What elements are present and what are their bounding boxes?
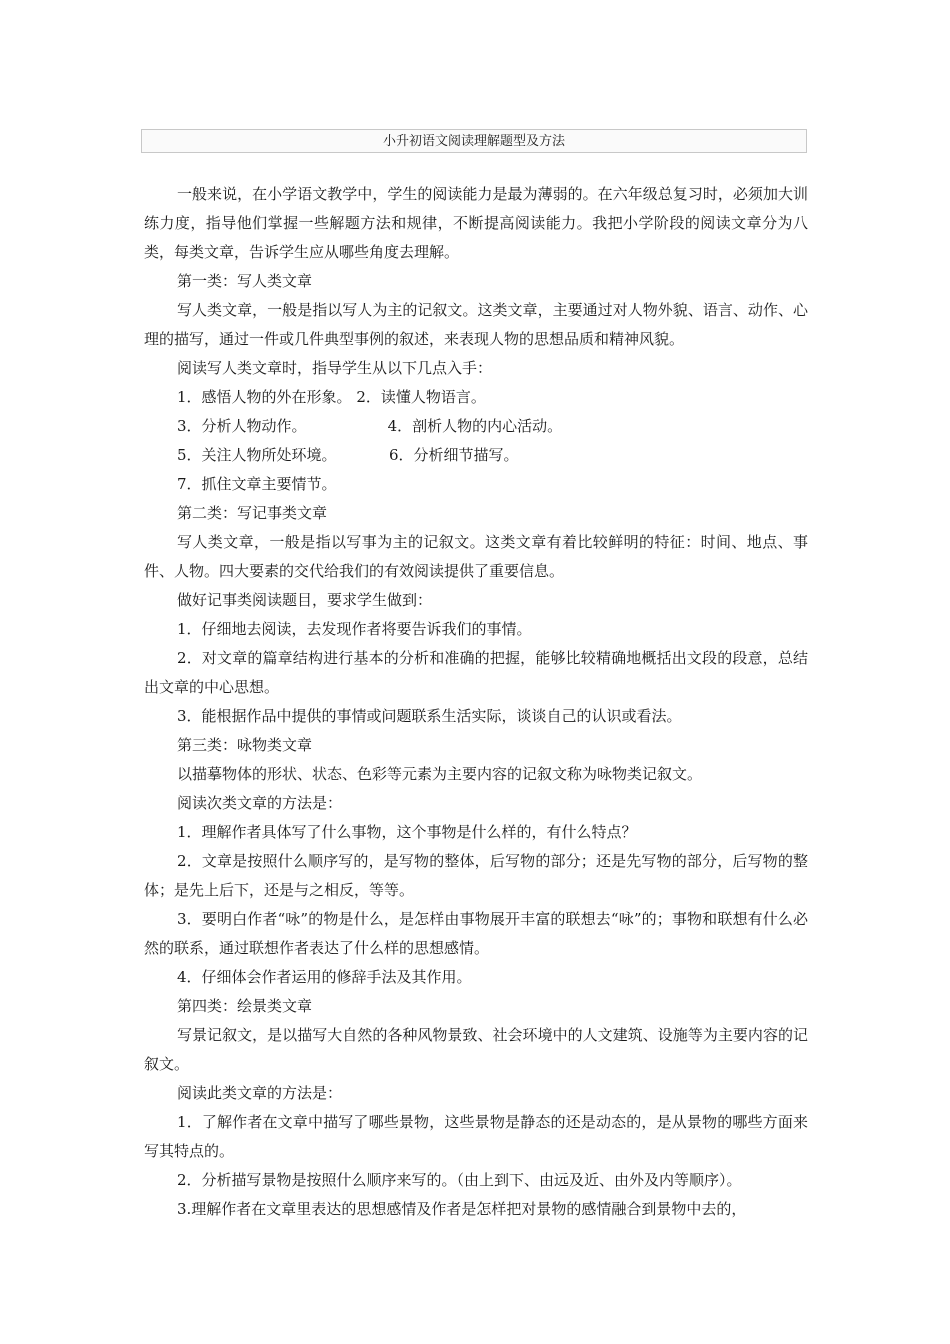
paragraph: 3．分析人物动作。 4．剖析人物的内心活动。: [177, 417, 563, 435]
paragraph: 2．分析描写景物是按照什么顺序来写的。（由上到下、由远及近、由外及内等顺序）。: [177, 1171, 742, 1189]
paragraph: 3．要明白作者“咏”的物是什么，是怎样由事物展开丰富的联想去“咏”的；事物和联想有什么必然的联系，通过联想作者表达了什么样的思想感情。: [144, 910, 808, 957]
paragraph: 5．关注人物所处环境。 6．分析细节描写。: [177, 446, 519, 464]
paragraph: 以描摹物体的形状、状态、色彩等元素为主要内容的记叙文称为咏物类记叙文。: [177, 765, 703, 783]
paragraph: 写景记叙文，是以描写大自然的各种风物景致、社会环境中的人文建筑、设施等为主要内容的记叙文。: [144, 1026, 808, 1073]
document-body: [144, 180, 808, 1224]
paragraph: 阅读此类文章的方法是：: [177, 1084, 343, 1102]
paragraph: 写人类文章，一般是指以写人为主的记叙文。这类文章，主要通过对人物外貌、语言、动作、心理的描写，通过一件或几件典型事例的叙述，来表现人物的思想品质和精神风貌。: [144, 301, 808, 348]
paragraph: 3．能根据作品中提供的事情或问题联系生活实际，谈谈自己的认识或看法。: [177, 707, 682, 725]
document-title: 小升初语文阅读理解题型及方法: [382, 134, 565, 149]
paragraph: 写人类文章，一般是指以写事为主的记叙文。这类文章有着比较鲜明的特征：时间、地点、事件、人物。四大要素的交代给我们的有效阅读提供了重要信息。: [144, 533, 808, 580]
paragraph: 阅读写人类文章时，指导学生从以下几点入手：: [177, 359, 493, 377]
paragraph: 第三类：咏物类文章: [177, 736, 313, 754]
paragraph: 2．文章是按照什么顺序写的，是写物的整体，后写物的部分；还是先写物的部分，后写物的整体；是先上后下，还是与之相反，等等。: [144, 852, 808, 899]
paragraph: 1．仔细地去阅读，去发现作者将要告诉我们的事情。: [177, 620, 532, 638]
document-header: [141, 129, 807, 153]
paragraph: 1．了解作者在文章中描写了哪些景物，这些景物是静态的还是动态的，是从景物的哪些方面来写其特点的。: [144, 1113, 808, 1160]
paragraph: 3.理解作者在文章里表达的思想感情及作者是怎样把对景物的感情融合到景物中去的，: [177, 1200, 747, 1218]
paragraph: 第四类：绘景类文章: [177, 997, 313, 1015]
paragraph: 第二类：写记事类文章: [177, 504, 328, 522]
paragraph: 阅读次类文章的方法是：: [177, 794, 343, 812]
paragraph: 做好记事类阅读题目，要求学生做到：: [177, 591, 433, 609]
paragraph: 第一类：写人类文章: [177, 272, 313, 290]
paragraph: 7．抓住文章主要情节。: [177, 475, 337, 493]
paragraph: 2．对文章的篇章结构进行基本的分析和准确的把握，能够比较精确地概括出文段的段意，总结出文章的中心思想。: [144, 649, 808, 696]
paragraph: 1．感悟人物的外在形象。 2．读懂人物语言。: [177, 388, 486, 406]
paragraph: 4．仔细体会作者运用的修辞手法及其作用。: [177, 968, 472, 986]
paragraph: 一般来说，在小学语文教学中，学生的阅读能力是最为薄弱的。在六年级总复习时，必须加大训练力度，指导他们掌握一些解题方法和规律，不断提高阅读能力。我把小学阶段的阅读文章分为八类，每类文章，告诉学生应从哪些角度去理解。: [144, 185, 808, 261]
paragraph: 1．理解作者具体写了什么事物，这个事物是什么样的，有什么特点？: [177, 823, 637, 841]
